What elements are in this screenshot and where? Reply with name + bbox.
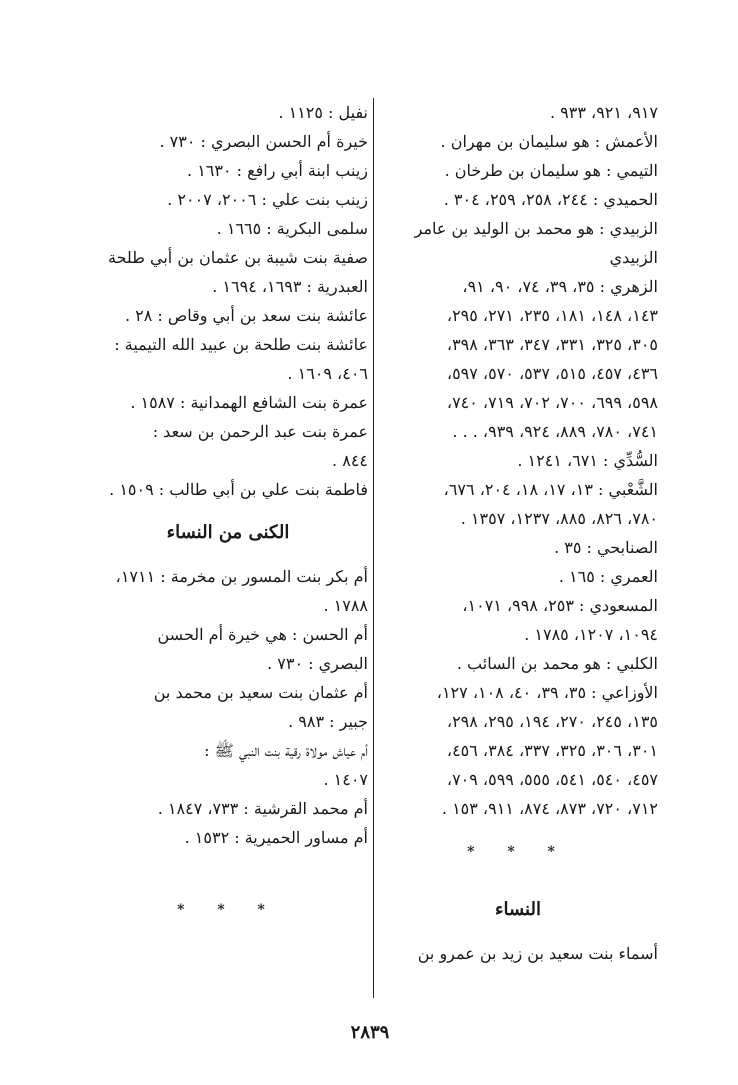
index-line: ١٣٥، ٢٤٥، ٢٧٠، ١٩٤، ٢٩٥، ٢٩٨، [446, 712, 658, 731]
index-line: أسماء بنت سعيد بن زيد بن عمرو بن [417, 944, 658, 963]
index-line: ١٤٣، ١٤٨، ١٨١، ٢٣٥، ٢٧١، ٢٩٥، [446, 306, 658, 325]
section-separator: * * * [177, 902, 279, 918]
index-line: البصري : ٧٣٠ . [267, 654, 368, 673]
index-line: زينب ابنة أبي رافع : ١٦٣٠ . [187, 161, 368, 180]
index-line: التيمي : هو سليمان بن طرخان . [444, 161, 658, 180]
index-line: أم عثمان بنت سعيد بن محمد بن [153, 683, 368, 702]
index-line: ٥٩٨، ٦٩٩، ٧٠٠، ٧٠٢، ٧١٩، ٧٤٠، [446, 393, 658, 412]
index-line: عمرة بنت الشافع الهمدانية : ١٥٨٧ . [130, 393, 368, 412]
index-line: ٤٥٧، ٥٤٠، ٥٤١، ٥٥٥، ٥٩٩، ٧٠٩، [446, 770, 658, 789]
index-line: الشَّعْبي : ١٣، ١٧، ١٨، ٢٠٤، ٦٧٦، [443, 480, 658, 499]
index-line: أم بكر بنت المسور بن مخرمة : ١٧١١، [115, 567, 368, 586]
index-line: فاطمة بنت علي بن أبي طالب : ١٥٠٩ . [109, 480, 368, 499]
index-line: الحميدي : ٢٤٤، ٢٥٨، ٢٥٩، ٣٠٤ . [443, 190, 658, 209]
index-line: سلمى البكرية : ١٦٦٥ . [216, 219, 368, 238]
index-line: ٧٨٠، ٨٢٦، ٨٨٥، ١٢٣٧، ١٣٥٧ . [460, 509, 658, 528]
index-line: عائشة بنت طلحة بن عبيد الله التيمية : [114, 335, 368, 354]
index-line: الزبيدي : هو محمد بن الوليد بن عامر [414, 219, 658, 238]
index-line: ٨٤٤ . [332, 451, 368, 470]
index-line: ٣٠١، ٣٠٦، ٣٢٥، ٣٣٧، ٣٨٤، ٤٥٦، [446, 741, 658, 760]
left-column [88, 98, 368, 939]
index-line: ١٧٨٨ . [323, 596, 368, 615]
index-line: الأوزاعي : ٣٥، ٣٩، ٤٠، ١٠٨، ١٢٧، [436, 683, 658, 702]
section-heading-women: النساء [495, 899, 541, 920]
index-line: ٤٠٦، ١٦٠٩ . [287, 364, 368, 383]
index-line: صفية بنت شيبة بن عثمان بن أبي طلحة [107, 248, 368, 267]
index-line: خيرة أم الحسن البصري : ٧٣٠ . [159, 132, 368, 151]
index-line: عائشة بنت سعد بن أبي وقاص : ٢٨ . [124, 306, 368, 325]
index-line: الزبيدي [609, 248, 658, 267]
index-line: ٧٤١، ٧٨٠، ٨٨٩، ٩٢٤، ٩٣٩، . . . [452, 422, 658, 441]
index-line: العبدرية : ١٦٩٣، ١٦٩٤ . [212, 277, 368, 296]
index-line: أم محمد القرشية : ٧٣٣، ١٨٤٧ . [157, 799, 368, 818]
section-separator: * * * [467, 844, 569, 860]
index-line: العمري : ١٦٥ . [558, 567, 658, 586]
index-line: ٩١٧، ٩٢١، ٩٣٣ . [549, 103, 658, 122]
index-line: ٤٣٦، ٤٥٧، ٥١٥، ٥٣٧، ٥٧٠، ٥٩٧، [446, 364, 658, 383]
index-line: أم مساور الحميرية : ١٥٣٢ . [184, 828, 368, 847]
index-line: ١٠٩٤، ١٢٠٧، ١٧٨٥ . [524, 625, 658, 644]
index-line: جبير : ٩٨٣ . [288, 712, 368, 731]
page-number: ٢٨٣٩ [350, 1022, 390, 1043]
index-line: الأعمش : هو سليمان بن مهران . [440, 132, 658, 151]
index-line: المسعودي : ٢٥٣، ٩٩٨، ١٠٧١، [462, 596, 658, 615]
index-line: الكلبي : هو محمد بن السائب . [456, 654, 658, 673]
index-line: زينب بنت علي : ٢٠٠٦، ٢٠٠٧ . [167, 190, 368, 209]
index-line: أم عياش مولاة رقية بنت النبي ﷺ : [204, 741, 368, 760]
index-line: ٣٠٥، ٣٢٥، ٣٣١، ٣٤٧، ٣٦٣، ٣٩٨، [446, 335, 658, 354]
index-line: أم الحسن : هي خيرة أم الحسن [157, 625, 368, 644]
section-heading-kunya-women: الكنى من النساء [166, 522, 290, 543]
right-column [378, 98, 658, 968]
index-line: نفيل : ١١٢٥ . [278, 103, 368, 122]
index-line: ١٤٠٧ . [323, 770, 368, 789]
column-divider [373, 98, 374, 998]
index-line: الصنابحي : ٣٥ . [554, 538, 658, 557]
index-line: عمرة بنت عبد الرحمن بن سعد : [152, 422, 368, 441]
index-line: ٧١٢، ٧٢٠، ٨٧٣، ٨٧٤، ٩١١، ١٥٣ . [441, 799, 658, 818]
index-line: الزهري : ٣٥، ٣٩، ٧٤، ٩٠، ٩١، [462, 277, 658, 296]
spacer [88, 852, 368, 881]
index-line: السُّدِّي : ٦٧١، ١٢٤١ . [517, 451, 658, 470]
